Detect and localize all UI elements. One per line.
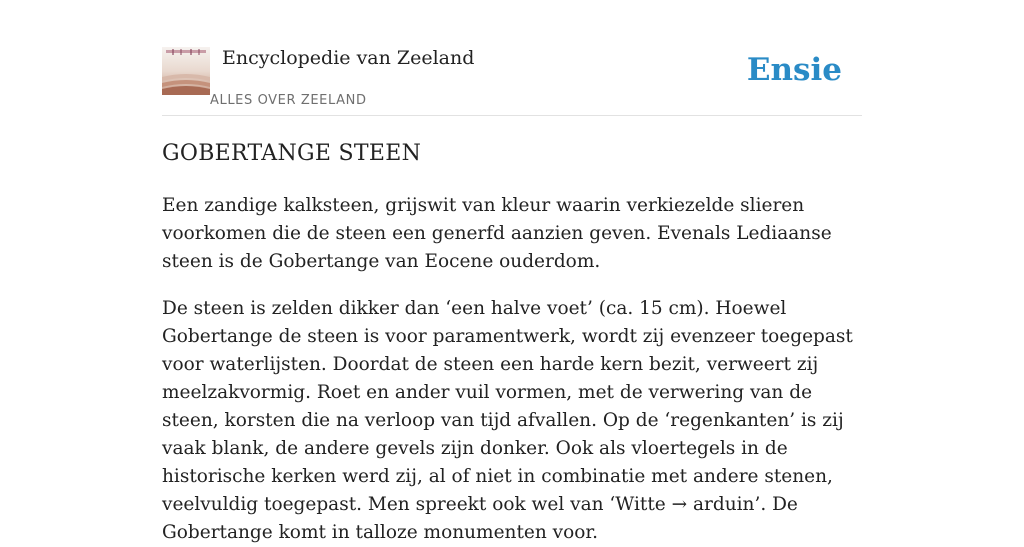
book-pages-avatar-icon[interactable] [162,47,210,95]
site-title[interactable]: Encyclopedie van Zeeland [222,47,475,69]
ensie-logo[interactable]: Ensie [746,52,842,88]
article-paragraph: Een zandige kalksteen, grijswit van kleur waarin verkiezelde slieren voorkomen die de steen een generfd aanzien geven. Evenals Lediaanse steen is de Gobertange van Eocene ouderdom. [162,195,832,272]
site-subtitle: ALLES OVER ZEELAND [210,93,367,108]
article-paragraph: De steen is zelden dikker dan ‘een halve voet’ (ca. 15 cm). Hoewel Gobertange de steen is voor paramentwerk, wordt zij evenzeer toegepast voor waterlijsten. Doordat de steen een harde kern bezit, verweert zij meelzakvormig. Roet en ander vuil vormen, met de verwering van de steen, korsten die na verloop van tijd afvallen. Op de ‘regenkanten’ is zij vaak blank, de andere gevels zijn donker. Ook als vloertegels in de historische kerken werd zij, al of niet in combinatie met andere stenen, veelvuldig toegepast. Men spreekt ook wel van ‘Witte → arduin’. De Gobertange komt in talloze monumenten voor. [162,298,853,543]
site-header [162,0,862,116]
article-body [162,192,862,547]
article [162,138,862,547]
article-title: GOBERTANGE STEEN [162,141,422,166]
